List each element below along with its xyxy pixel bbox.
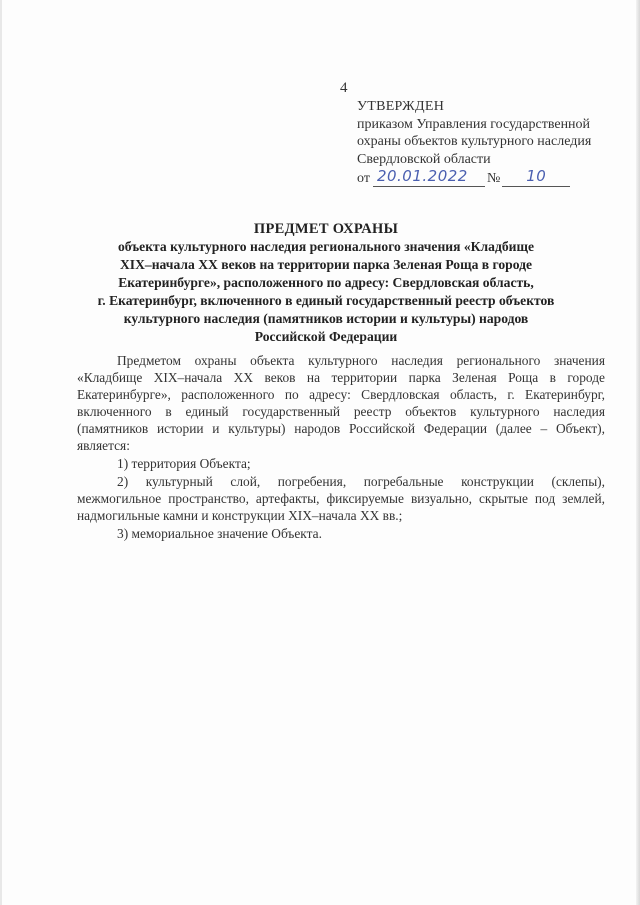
heading-line-1: объекта культурного наследия регионального значения «Кладбище xyxy=(118,239,534,254)
date-field xyxy=(373,168,485,187)
approval-line-2: охраны объектов культурного наследия xyxy=(357,134,592,149)
heading-line-2: XIX–начала XX веков на территории парка Зеленая Роща в городе xyxy=(119,257,533,272)
approval-block xyxy=(357,98,617,187)
date-prefix: от xyxy=(357,170,370,186)
scan-right-edge xyxy=(636,0,640,905)
heading-line-4: г. Екатеринбург, включенного в единый государственный реестр объектов xyxy=(97,293,555,308)
handwritten-date: 20.01.2022 xyxy=(376,167,468,185)
number-prefix: № xyxy=(486,170,501,186)
scan-left-edge xyxy=(0,0,2,905)
list-item-cultural-layer: 2) культурный слой, погребения, погребальные конструкции (склепы), межмогильное пространство, артефакты, фиксируемые визуально, скрытые под землей, надмогильные камни и конструкции XIX–начала XX вв.; xyxy=(77,474,605,523)
page-number: 4 xyxy=(340,80,348,96)
handwritten-number: 10 xyxy=(526,167,547,185)
heading-title: ПРЕДМЕТ ОХРАНЫ xyxy=(253,221,399,237)
approval-title: УТВЕРЖДЕН xyxy=(357,99,445,114)
intro-paragraph: Предметом охраны объекта культурного наследия регионального значения «Кладбище XIX–начала XX веков на территории парка Зеленая Роща в городе Екатеринбурге», расположенного по адресу: Свердловская область, г. Екатеринбург, включенного в единый государственный реестр объектов культурного наследия (памятников истории и культуры) народов Российской Федерации (далее – Объект), является: xyxy=(77,353,605,453)
list-item-memorial-value: 3) мемориальное значение Объекта. xyxy=(117,526,322,541)
heading-line-5: культурного наследия (памятников истории и культуры) народов xyxy=(123,311,529,326)
approval-date-number-row xyxy=(357,168,617,187)
document-heading xyxy=(78,220,574,346)
number-field xyxy=(502,168,570,187)
heading-line-3: Екатеринбурге», расположенного по адресу: Свердловская область, xyxy=(118,275,534,290)
approval-line-3: Свердловской области xyxy=(357,151,491,167)
heading-line-6: Российской Федерации xyxy=(254,329,398,344)
list-item-territory: 1) территория Объекта; xyxy=(117,456,251,471)
document-body xyxy=(77,352,605,542)
approval-line-1: приказом Управления государственной xyxy=(357,116,591,132)
